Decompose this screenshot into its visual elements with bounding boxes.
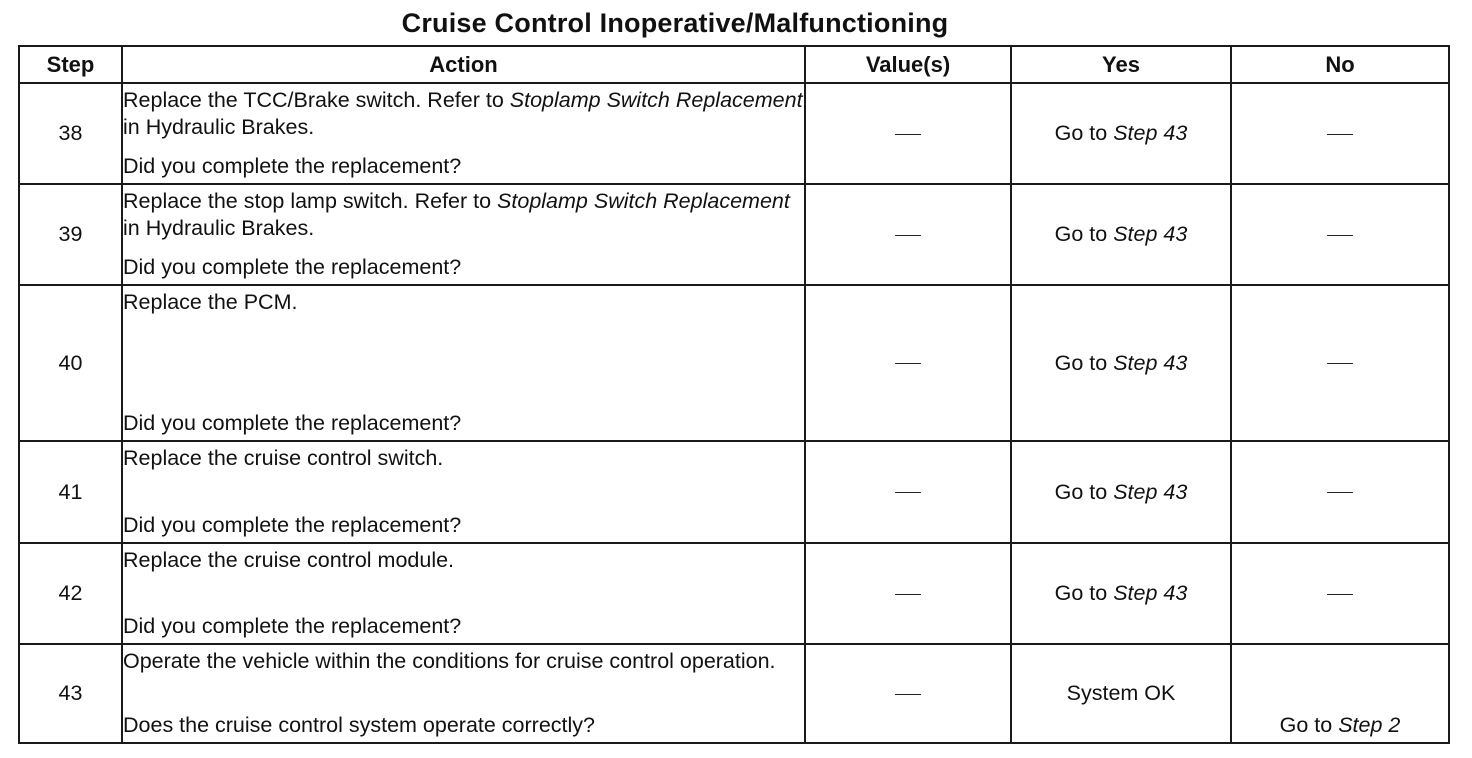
- dash-placeholder: [1327, 492, 1353, 493]
- yes-cell: Go to Step 43: [1011, 285, 1231, 441]
- header-yes: Yes: [1011, 46, 1231, 83]
- dash-placeholder: [1327, 134, 1353, 135]
- diagnostic-table: [18, 45, 1450, 744]
- dash-placeholder: [895, 492, 921, 493]
- action-cell: [122, 184, 805, 285]
- action-question: Did you complete the replacement?: [123, 411, 462, 435]
- table-row: [19, 644, 1449, 743]
- no-cell: [1231, 83, 1449, 184]
- value-cell: [805, 184, 1011, 285]
- dash-placeholder: [895, 594, 921, 595]
- value-cell: [805, 644, 1011, 743]
- no-cell: Go to Step 2: [1231, 644, 1449, 743]
- table-row: [19, 543, 1449, 644]
- action-cell: [122, 285, 805, 441]
- yes-cell: Go to Step 43: [1011, 543, 1231, 644]
- action-text: Replace the cruise control module.: [123, 548, 455, 572]
- yes-cell: System OK: [1011, 644, 1231, 743]
- header-step: Step: [19, 46, 122, 83]
- table-row: [19, 83, 1449, 184]
- step-number: 40: [19, 285, 122, 441]
- action-text: Replace the cruise control switch.: [123, 446, 444, 470]
- dash-placeholder: [895, 363, 921, 364]
- no-cell: [1231, 285, 1449, 441]
- action-question: Did you complete the replacement?: [123, 255, 462, 279]
- action-cell: [122, 644, 805, 743]
- yes-cell: Go to Step 43: [1011, 441, 1231, 543]
- header-row: [19, 46, 1449, 83]
- step-number: 42: [19, 543, 122, 644]
- step-number: 39: [19, 184, 122, 285]
- value-cell: [805, 83, 1011, 184]
- page-title: Cruise Control Inoperative/Malfunctioning: [401, 8, 949, 38]
- action-cell: [122, 441, 805, 543]
- no-cell: [1231, 441, 1449, 543]
- action-text: Replace the stop lamp switch. Refer to Stoplamp Switch Replacement in Hydraulic Brakes.: [123, 189, 790, 240]
- action-question: Did you complete the replacement?: [123, 614, 462, 638]
- table-row: [19, 184, 1449, 285]
- dash-placeholder: [895, 694, 921, 695]
- dash-placeholder: [895, 134, 921, 135]
- action-question: Did you complete the replacement?: [123, 513, 462, 537]
- table-row: [19, 285, 1449, 441]
- action-text: Operate the vehicle within the conditions for cruise control operation.: [123, 649, 776, 673]
- step-number: 41: [19, 441, 122, 543]
- dash-placeholder: [1327, 235, 1353, 236]
- value-cell: [805, 285, 1011, 441]
- step-number: 43: [19, 644, 122, 743]
- action-question: Did you complete the replacement?: [123, 154, 462, 178]
- value-cell: [805, 441, 1011, 543]
- step-number: 38: [19, 83, 122, 184]
- action-text: Replace the TCC/Brake switch. Refer to Stoplamp Switch Replacement in Hydraulic Brakes.: [123, 88, 803, 139]
- header-action: Action: [122, 46, 805, 83]
- action-cell: [122, 543, 805, 644]
- dash-placeholder: [1327, 594, 1353, 595]
- value-cell: [805, 543, 1011, 644]
- no-cell: [1231, 543, 1449, 644]
- dash-placeholder: [895, 235, 921, 236]
- dash-placeholder: [1327, 363, 1353, 364]
- action-question: Does the cruise control system operate correctly?: [123, 713, 596, 737]
- action-text: Replace the PCM.: [123, 290, 298, 314]
- no-cell: [1231, 184, 1449, 285]
- yes-cell: Go to Step 43: [1011, 83, 1231, 184]
- header-values: Value(s): [805, 46, 1011, 83]
- yes-cell: Go to Step 43: [1011, 184, 1231, 285]
- action-cell: [122, 83, 805, 184]
- header-no: No: [1231, 46, 1449, 83]
- table-row: [19, 441, 1449, 543]
